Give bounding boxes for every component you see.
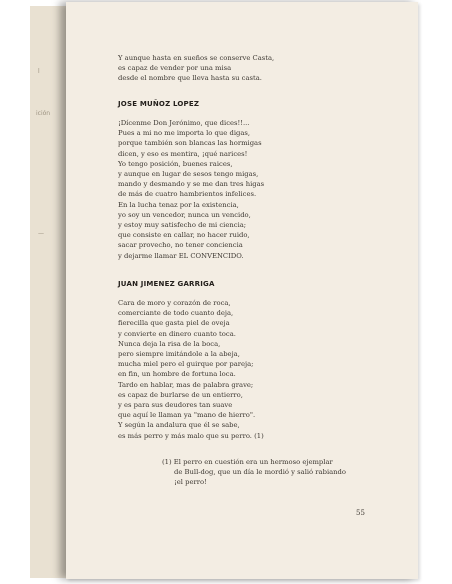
poem-fragment [118, 53, 408, 84]
poem-line: Pues a mi no me importa lo que digas, [118, 129, 251, 138]
poem-line: y dejarme llamar EL CONVENCIDO. [118, 251, 244, 260]
poem-line: y es para sus deudores tan suave [118, 401, 233, 410]
poem-line: Yo tengo posición, buenes raices, [118, 159, 233, 168]
poem-line: es más perro y más malo que su perro. (1) [118, 431, 264, 440]
footnote [162, 457, 412, 488]
book-page [66, 2, 418, 579]
poem-line: Nunca deja la risa de la boca, [118, 339, 221, 348]
section-heading: JOSE MUÑOZ LOPEZ [118, 100, 200, 108]
page-number: 55 [356, 509, 365, 517]
poem-line: Cara de moro y corazón de roca, [118, 299, 231, 307]
poem-line: ¡Dícenme Don Jerónimo, que dices!!... [118, 119, 250, 127]
poem-line: En la lucha tenaz por la existencia, [118, 200, 239, 209]
margin-mark: ición [36, 110, 51, 117]
footnote-line: (1) El perro en cuestión era un hermoso ejemplar [162, 458, 333, 466]
poem-line: de más de cuatro hambrientos infelices. [118, 190, 257, 199]
poem-line: Tardo en hablar, mas de palabra grave; [118, 380, 254, 389]
poem-line: mucha miel pero el guirque por pareja; [118, 360, 254, 369]
poem-line: mando y desmando y se me dan tres higas [118, 180, 265, 189]
section-heading: JUAN JIMENEZ GARRIGA [118, 280, 215, 288]
poem-line: y convierte en dinero cuanto toca. [118, 329, 236, 338]
poem-section-2 [118, 298, 408, 441]
poem-line: sacar provecho, no tener conciencia [118, 241, 243, 250]
poem-line: fierecilla que gasta piel de oveja [118, 319, 230, 328]
footnote-line: ¡el perro! [174, 478, 207, 487]
poem-line: que aquí le llaman ya "mano de hierro". [118, 411, 256, 420]
poem-line: pero siempre imitándole a la abeja, [118, 350, 240, 359]
poem-line: desde el nombre que lleva hasta su casta. [118, 74, 262, 83]
margin-mark: l [38, 68, 40, 75]
poem-line: es capaz de vender por una misa [118, 64, 232, 73]
poem-line: que consiste en callar, no hacer ruido, [118, 231, 250, 240]
margin-mark: — [38, 230, 44, 237]
poem-section-1 [118, 118, 408, 261]
poem-line: y aunque en lugar de sesos tengo migas, [118, 170, 259, 179]
poem-line: es capaz de burlarse de un entierro, [118, 390, 243, 399]
poem-line: Y según la andalura que él se sabe, [118, 421, 240, 430]
poem-line: Y aunque hasta en sueños se conserve Casta, [118, 54, 275, 62]
poem-line: comerciante de todo cuanto deja, [118, 309, 234, 318]
footnote-line: de Bull-dog, que un día le mordió y salió rabiando [174, 468, 346, 477]
poem-line: yo soy un vencedor, nunca un vencido, [118, 210, 251, 219]
poem-line: porque también son blancas las hormigas [118, 139, 262, 148]
poem-line: en fin, un hombre de fortuna loca. [118, 370, 236, 379]
poem-line: y estoy muy satisfecho de mi ciencia; [118, 221, 247, 230]
poem-line: dicen, y eso es mentira, ¡qué narices! [118, 149, 248, 158]
